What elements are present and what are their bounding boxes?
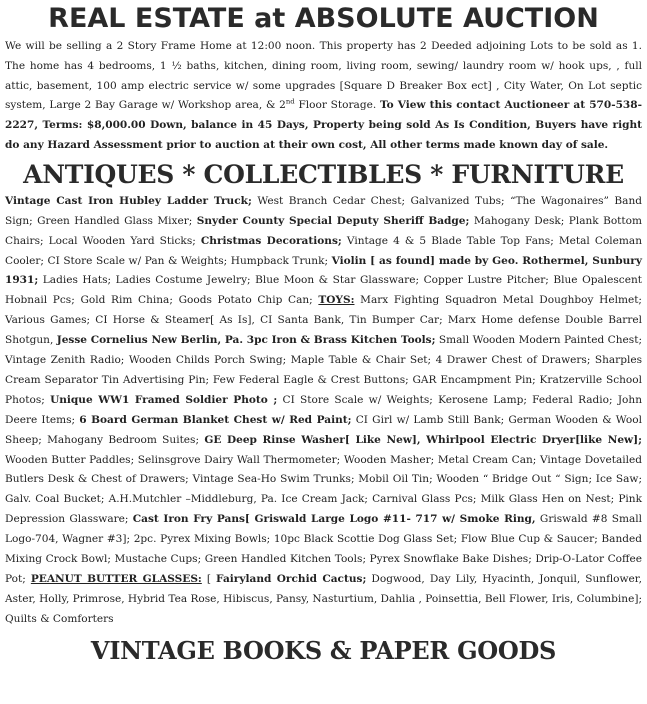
item-text: West Branch Cedar Chest; Galvanized Tubs; “The Wagonaires” Band Sign; Green Handled Glass Mixer;	[5, 194, 642, 227]
item-text: Vintage 4 & 5 Blade Table Top Fans; Metal Coleman Cooler; CI Store Scale w/ Pan & Weights; Humpback Trunk;	[5, 234, 643, 267]
auction-flyer	[0, 2, 647, 704]
item-bold: Cast Iron Fry Pans[ Griswald Large Logo #11- 717 w/ Smoke Ring,	[132, 513, 536, 526]
item-text: Ladies Hats; Ladies Costume Jewelry; Blue Moon & Star Glassware; Copper Lustre Pitcher; Blue Opalescent Hobnail Pcs; Gold Rim China; Goods Potato Chip Can;	[5, 274, 642, 307]
item-bold: Jesse Cornelius New Berlin, Pa. 3pc Iron & Brass Kitchen Tools;	[56, 334, 436, 347]
item-text: Marx Fighting Squadron Metal Doughboy Helmet; Various Games; CI Horse & Steamer[ As Is], CI Santa Bank, Tin Bumper Car; Marx Home defense Double Barrel Shotgun,	[5, 294, 642, 347]
item-text: Dogwood, Day Lily, Hyacinth, Jonquil, Sunflower, Aster, Holly, Primrose, Hybrid Tea Rose, Hibiscus, Pansy, Nasturtium, Dahlia , Poinsettia, Bell Flower, Iris, Columbine]; Quilts & Comforters	[5, 573, 642, 625]
item-bold: Unique WW1 Framed Soldier Photo ;	[50, 393, 278, 406]
item-bold: Fairyland Orchid Cactus;	[216, 573, 367, 585]
real-estate-description	[5, 37, 642, 156]
antiques-list	[5, 192, 642, 630]
item-bold: Snyder County Special Deputy Sheriff Badge;	[196, 214, 470, 227]
item-bold: Violin [ as found] made by Geo. Rothermel, Sunbury 1931;	[5, 254, 642, 287]
intro-superscript: nd	[285, 97, 295, 106]
item-bold: Vintage Cast Iron Hubley Ladder Truck;	[5, 194, 252, 207]
item-bold: Christmas Decorations;	[200, 234, 342, 247]
page-title: REAL ESTATE at ABSOLUTE AUCTION	[48, 3, 599, 34]
item-text: CI Store Scale w/ Weights; Kerosene Lamp; Federal Radio; John Deere Items;	[5, 393, 642, 426]
peanut-butter-label-text: PEANUT BUTTER GLASSES:	[30, 573, 202, 585]
item-text: [	[201, 573, 217, 585]
peanut-butter-label	[31, 573, 202, 585]
intro-text: We will be selling a 2 Story Frame Home at 12:00 noon. This property has 2 Deeded adjoining Lots to be sold as 1. The home has 4 bedrooms, 1 ½ baths, kitchen, dining room, living room, sewing/ laundry room w/ hook ups, , full attic, basement, 100 amp electric service w/ some upgrades [Square D Breaker Box ect] , City Water, On Lot septic system, Large 2 Bay Garage w/ Workshop area, & 2	[5, 40, 642, 112]
item-text: Wooden Butter Paddles; Selinsgrove Dairy Wall Thermometer; Wooden Masher; Metal Cream Can; Vintage Dovetailed Butlers Desk & Chest of Drawers; Vintage Sea-Ho Swim Trunks; Mobil Oil Tin; Wooden “ Bridge Out “ Sign; Ice Saw; Galv. Coal Bucket; A.H.Mutchler –Middleburg, Pa. Ice Cream Jack; Carnival Glass Pcs; Milk Glass Hen on Nest; Pink Depression Glassware;	[5, 453, 642, 526]
item-bold: GE Deep Rinse Washer[ Like New], Whirlpool Electric Dryer[like New];	[204, 433, 643, 446]
intro-text-cont: Floor Storage.	[294, 99, 380, 112]
item-text: CI Girl w/ Lamb Still Bank; German Wooden & Wool Sheep; Mahogany Bedroom Suites;	[5, 413, 642, 446]
toys-label	[318, 294, 354, 306]
item-text: Mahogany Desk; Plank Bottom Chairs; Local Wooden Yard Sticks;	[5, 214, 643, 247]
item-text: Small Wooden Modern Painted Chest; Vintage Zenith Radio; Wooden Childs Porch Swing; Maple Table & Chair Set; 4 Drawer Chest of Drawers; Sharples Cream Separator Tin Advertising Pin; Few Federal Eagle & Crest Buttons; GAR Encampment Pin; Kratzerville School Photos;	[5, 334, 642, 406]
toys-label-text: TOYS:	[318, 294, 355, 307]
books-heading: VINTAGE BOOKS & PAPER GOODS	[90, 635, 557, 665]
antiques-heading: ANTIQUES * COLLECTIBLES * FURNITURE	[23, 159, 624, 189]
item-text: Griswald #8 Small Logo-704, Wagner #3]; 2pc. Pyrex Mixing Bowls; 10pc Black Scottie Dog Glass Set; Flow Blue Cup & Saucer; Banded Mixing Crock Bowl; Mustache Cups; Green Handled Kitchen Tools; Pyrex Snowflake Bake Dishes; Drip-O-Lator Coffee Pot;	[5, 513, 642, 585]
item-bold: 6 Board German Blanket Chest w/ Red Paint;	[79, 413, 352, 426]
terms-text: To View this contact Auctioneer at 570-538-2227, Terms: $8,000.00 Down, balance in 45 Days, Property being sold As Is Condition, Buyers have right do any Hazard Assessment prior to auction at their own cost, All other terms made known day of sale.	[5, 99, 642, 151]
